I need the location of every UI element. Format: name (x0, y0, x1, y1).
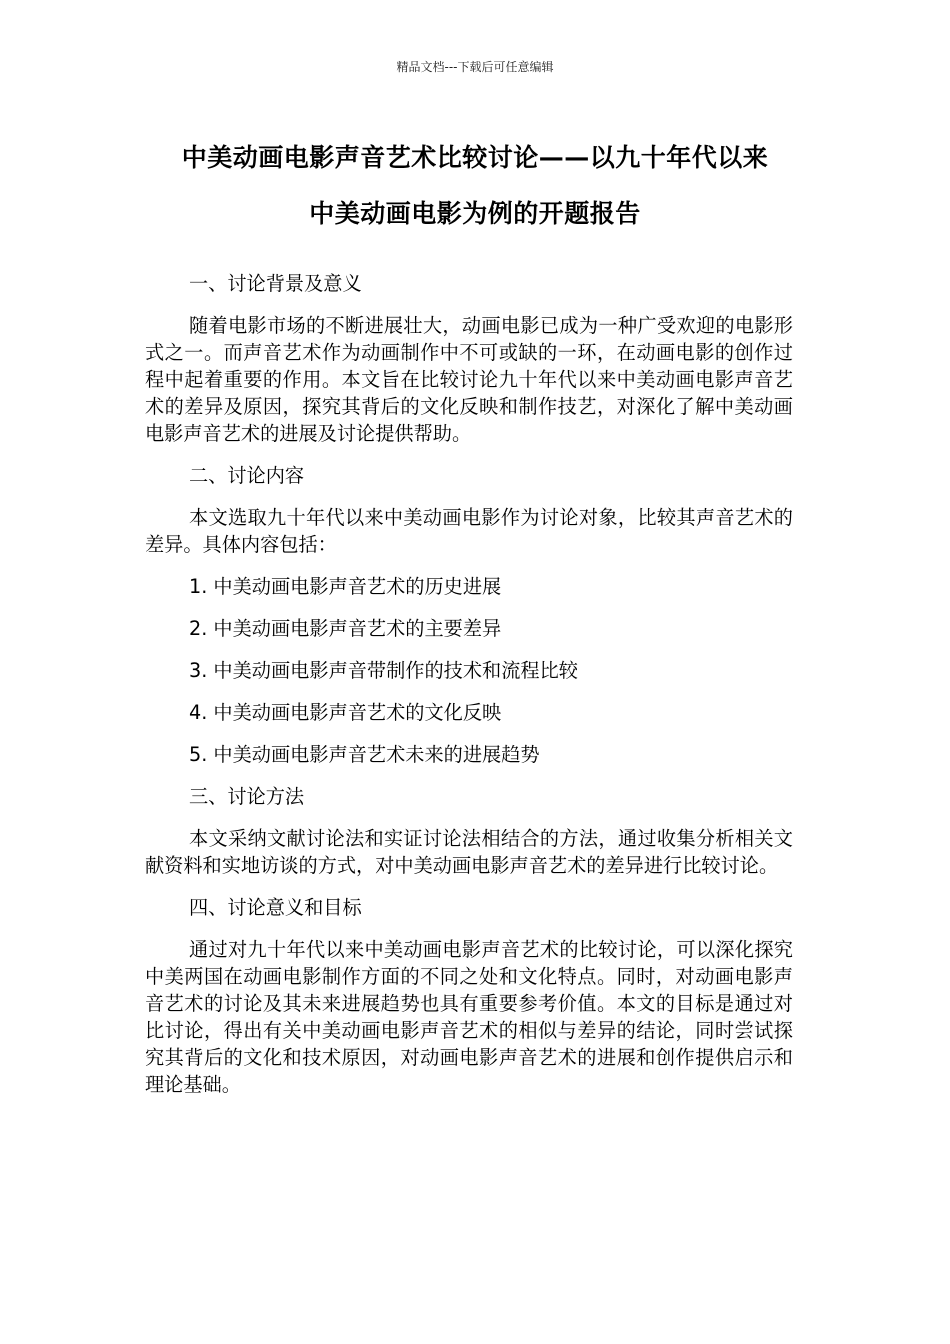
section-text-significance: 通过对九十年代以来中美动画电影声音艺术的比较讨论，可以深化探究中美两国在动画电影制作方面的不同之处和文化特点。同时，对动画电影声音艺术的讨论及其未来进展趋势也具有重要参考价值。本文的目标是通过对比讨论，得出有关中美动画电影声音艺术的相似与差异的结论，同时尝试探究其背后的文化和技术原因，对动画电影声音艺术的进展和创作提供启示和理论基础。 (145, 938, 793, 1096)
section-text-background: 随着电影市场的不断进展壮大，动画电影已成为一种广受欢迎的电影形式之一。而声音艺术作为动画制作中不可或缺的一环，在动画电影的创作过程中起着重要的作用。本文旨在比较讨论九十年代以来中美动画电影声音艺术的差异及原因，探究其背后的文化反映和制作技艺，对深化了解中美动画电影声音艺术的进展及讨论提供帮助。 (145, 314, 793, 445)
section-heading-significance: 四、讨论意义和目标 (189, 896, 362, 919)
document-body (145, 270, 793, 1113)
list-item: 4. 中美动画电影声音艺术的文化反映 (189, 701, 502, 724)
document-title-line-1: 中美动画电影声音艺术比较讨论——以九十年代以来 (181, 143, 769, 172)
document-title-line-2: 中美动画电影为例的开题报告 (309, 199, 641, 228)
list-item: 2. 中美动画电影声音艺术的主要差异 (189, 617, 502, 640)
list-item: 1. 中美动画电影声音艺术的历史进展 (189, 575, 502, 598)
header-note: 精品文档---下载后可任意编辑 (396, 60, 554, 74)
section-heading-method: 三、讨论方法 (189, 785, 305, 808)
list-item: 5. 中美动画电影声音艺术未来的进展趋势 (189, 743, 540, 766)
section-text-content: 本文选取九十年代以来中美动画电影作为讨论对象，比较其声音艺术的差异。具体内容包括： (145, 506, 793, 556)
list-item: 3. 中美动画电影声音带制作的技术和流程比较 (189, 659, 578, 682)
section-text-method: 本文采纳文献讨论法和实证讨论法相结合的方法，通过收集分析相关文献资料和实地访谈的方式，对中美动画电影声音艺术的差异进行比较讨论。 (145, 827, 793, 877)
section-heading-background: 一、讨论背景及意义 (189, 272, 362, 295)
section-heading-content: 二、讨论内容 (189, 464, 305, 487)
